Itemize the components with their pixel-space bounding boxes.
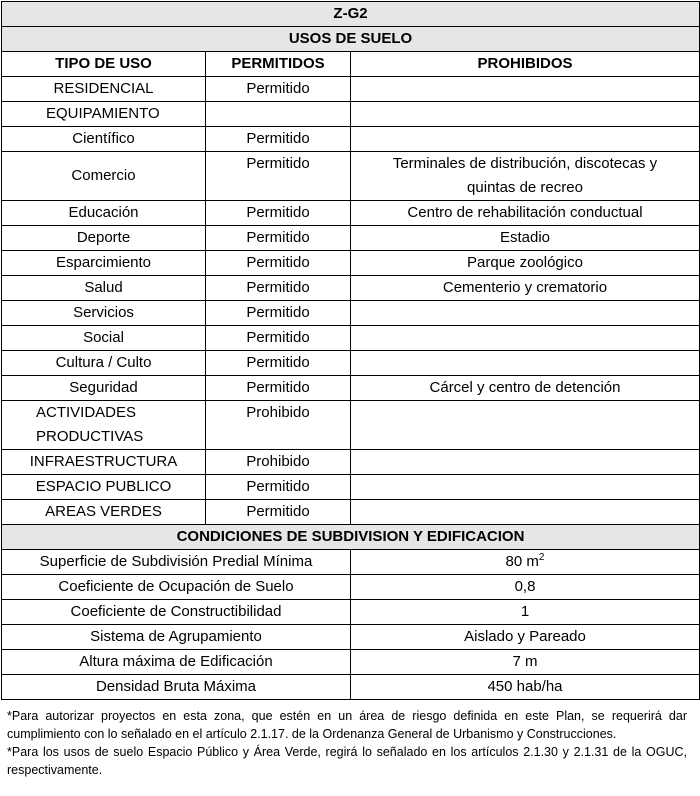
condition-label: Densidad Bruta Máxima: [2, 675, 351, 700]
condition-value: 0,8: [351, 575, 700, 600]
column-header-prohibidos: PROHIBIDOS: [351, 52, 700, 77]
use-permitido: Permitido: [206, 326, 351, 351]
use-type: Deporte: [2, 226, 206, 251]
table-row: [2, 127, 700, 152]
use-type: Servicios: [2, 301, 206, 326]
use-prohibido: Parque zoológico: [351, 251, 700, 276]
use-prohibido: Estadio: [351, 226, 700, 251]
use-type: RESIDENCIAL: [2, 77, 206, 102]
section-title-row: [2, 525, 700, 550]
use-prohibido: [351, 351, 700, 376]
use-permitido: Permitido: [206, 376, 351, 401]
use-prohibido: [351, 77, 700, 102]
condition-row: [2, 575, 700, 600]
use-permitido: Prohibido: [206, 450, 351, 475]
use-permitido: Permitido: [206, 351, 351, 376]
zone-title-row: [2, 2, 700, 27]
condition-row: [2, 600, 700, 625]
zone-title: Z-G2: [2, 2, 700, 27]
use-permitido: Permitido: [206, 500, 351, 525]
use-prohibido: [351, 326, 700, 351]
use-permitido: [206, 102, 351, 127]
use-prohibido: [351, 401, 700, 450]
footnote: *Para autorizar proyectos en esta zona, que estén en un área de riesgo definida en este Plan, se requerirá dar cumplimiento con lo señalado en el artículo 2.1.17. de la Ordenanza General de Urbanismo y Construcciones.: [7, 709, 687, 741]
superscript-unit: 2: [538, 552, 545, 563]
table-row: [2, 500, 700, 525]
use-permitido: Permitido: [206, 127, 351, 152]
use-type: Seguridad: [2, 376, 206, 401]
zoning-table: [1, 1, 700, 700]
condition-label: Sistema de Agrupamiento: [2, 625, 351, 650]
use-prohibido: Cementerio y crematorio: [351, 276, 700, 301]
condition-value: 7 m: [351, 650, 700, 675]
use-prohibido: [351, 500, 700, 525]
condition-label: Coeficiente de Constructibilidad: [2, 600, 351, 625]
table-row: [2, 77, 700, 102]
use-permitido: Permitido: [206, 226, 351, 251]
section-title-row: [2, 27, 700, 52]
use-type: Científico: [2, 127, 206, 152]
table-row: [2, 475, 700, 500]
column-header-row: [2, 52, 700, 77]
use-prohibido: [351, 102, 700, 127]
use-type: EQUIPAMIENTO: [2, 102, 206, 127]
condition-row: [2, 550, 700, 575]
use-type: Salud: [2, 276, 206, 301]
use-type: ESPACIO PUBLICO: [2, 475, 206, 500]
use-permitido: Permitido: [206, 301, 351, 326]
use-type: Comercio: [2, 152, 206, 201]
table-row: [2, 226, 700, 251]
table-row: [2, 301, 700, 326]
condition-value: 1: [351, 600, 700, 625]
use-type: INFRAESTRUCTURA: [2, 450, 206, 475]
condition-label: Coeficiente de Ocupación de Suelo: [2, 575, 351, 600]
use-prohibido: Centro de rehabilitación conductual: [351, 201, 700, 226]
table-row: [2, 376, 700, 401]
footnotes: [7, 708, 687, 780]
column-header-tipo: TIPO DE USO: [2, 52, 206, 77]
use-type: Social: [2, 326, 206, 351]
use-permitido: Permitido: [206, 77, 351, 102]
use-permitido: Permitido: [206, 475, 351, 500]
condition-value: 80 $m^2$: [351, 550, 700, 575]
table-row: [2, 201, 700, 226]
use-permitido: Permitido: [206, 201, 351, 226]
use-type: AREAS VERDES: [2, 500, 206, 525]
table-row: [2, 351, 700, 376]
section-title-usos: USOS DE SUELO: [2, 27, 700, 52]
use-type: Cultura / Culto: [2, 351, 206, 376]
use-type: Esparcimiento: [2, 251, 206, 276]
use-prohibido: [351, 127, 700, 152]
use-permitido: Permitido: [206, 251, 351, 276]
condition-label: Superficie de Subdivisión Predial Mínima: [2, 550, 351, 575]
section-title-condiciones: CONDICIONES DE SUBDIVISION Y EDIFICACION: [2, 525, 700, 550]
condition-value: Aislado y Pareado: [351, 625, 700, 650]
column-header-permitidos: PERMITIDOS: [206, 52, 351, 77]
table-row: [2, 450, 700, 475]
use-prohibido: [351, 475, 700, 500]
use-type: ACTIVIDADES PRODUCTIVAS: [2, 401, 206, 450]
condition-row: [2, 675, 700, 700]
table-row: [2, 251, 700, 276]
use-prohibido: Cárcel y centro de detención: [351, 376, 700, 401]
use-prohibido: Terminales de distribución, discotecas y quintas de recreo: [351, 152, 700, 201]
table-row: [2, 102, 700, 127]
condition-label: Altura máxima de Edificación: [2, 650, 351, 675]
use-permitido: Permitido: [206, 276, 351, 301]
condition-row: [2, 650, 700, 675]
use-permitido: Permitido: [206, 152, 351, 201]
table-row: [2, 326, 700, 351]
use-type: Educación: [2, 201, 206, 226]
condition-row: [2, 625, 700, 650]
condition-value: 450 hab/ha: [351, 675, 700, 700]
table-row: [2, 401, 700, 450]
table-row: [2, 276, 700, 301]
footnote: *Para los usos de suelo Espacio Público y Área Verde, regirá lo señalado en los artículos 2.1.30 y 2.1.31 de la OGUC, respectivamente.: [7, 745, 687, 777]
table-row: [2, 152, 700, 201]
use-prohibido: [351, 450, 700, 475]
use-permitido: Prohibido: [206, 401, 351, 450]
use-prohibido: [351, 301, 700, 326]
